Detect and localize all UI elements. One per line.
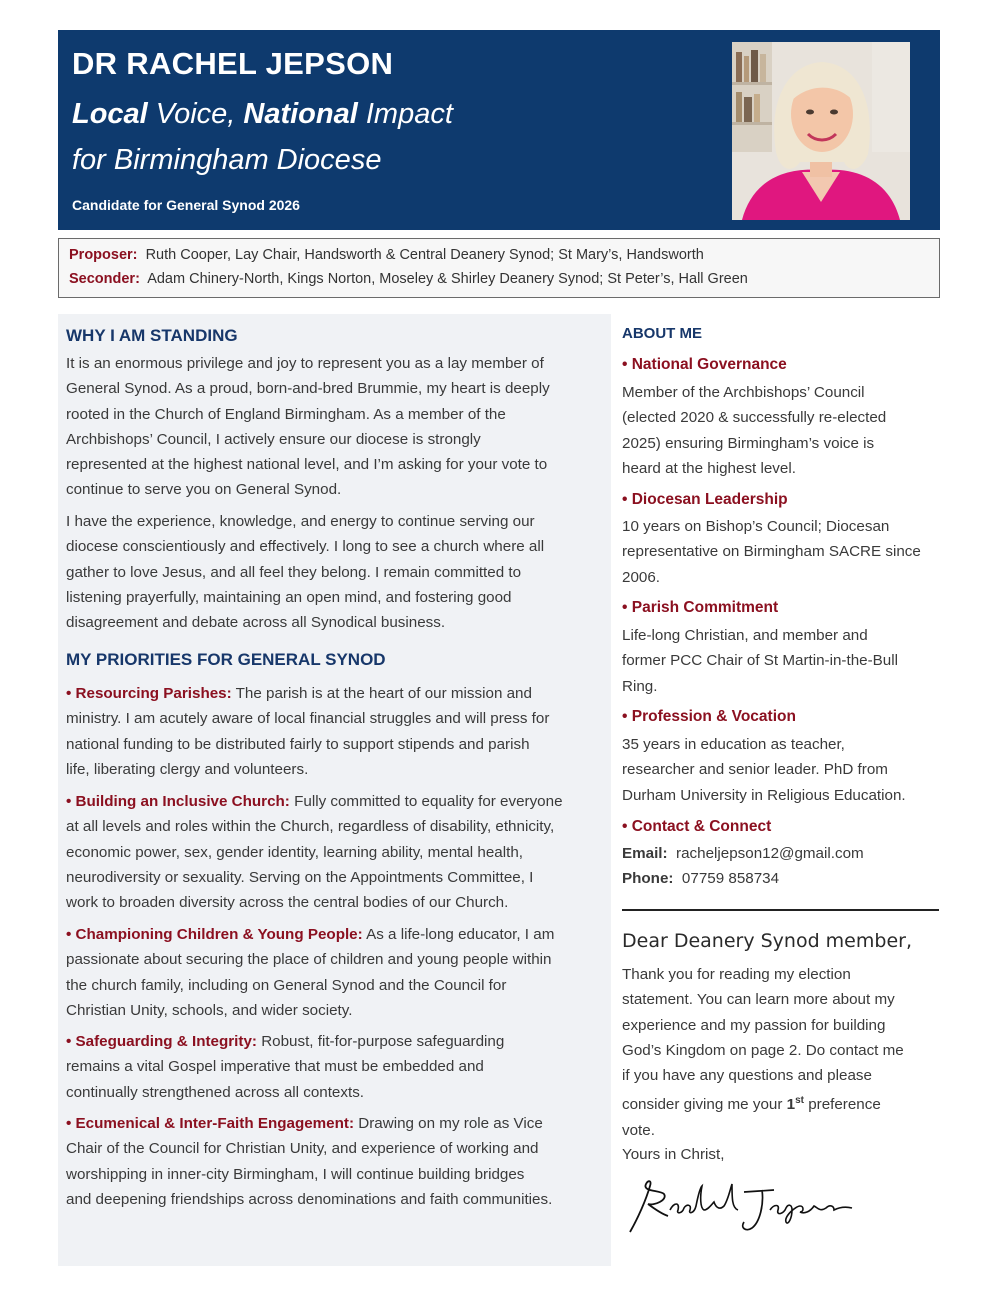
candidate-name: DR RACHEL JEPSON: [72, 46, 394, 81]
seconder-line: Seconder: Adam Chinery-North, Kings Norton, Moseley & Shirley Deanery Synod; St Peter’s, Hall Green: [69, 271, 748, 287]
about-section-title: • National Governance: [622, 356, 787, 373]
candidacy-label: Candidate for General Synod 2026: [72, 197, 300, 213]
about-section-title: • Profession & Vocation: [622, 708, 796, 725]
phone-number[interactable]: 07759 858734: [681, 870, 780, 888]
why-paragraph-2: I have the experience, knowledge, and energy to continue serving our diocese conscientiously and effectively. I long to see a church where all gather to love Jesus, and all feel they belong. I remain committed to listening prayerfully, maintaining an open mind, and fostering good disagreement and debate across all Synodical business.: [66, 513, 545, 632]
letter-greeting: Dear Deanery Synod member,: [622, 930, 912, 952]
priority-item: • Safeguarding & Integrity: Robust, fit-for-purpose safeguarding remains a vital Gospel imperative that must be embedded and continually strengthened across all contexts.: [66, 1033, 505, 1101]
about-section-title: • Diocesan Leadership: [622, 491, 788, 508]
contact-title: • Contact & Connect: [622, 818, 772, 835]
tagline-line2: for Birmingham Diocese: [72, 144, 382, 176]
why-heading: WHY I AM STANDING: [66, 326, 238, 345]
phone-line: Phone: 07759 858734: [622, 870, 780, 888]
email-line: Email: racheljepson12@gmail.com: [622, 845, 864, 862]
proposer-line: Proposer: Ruth Cooper, Lay Chair, Handsworth & Central Deanery Synod; St Mary’s, Handsworth: [69, 247, 704, 263]
divider: [622, 909, 939, 911]
about-section-text: 35 years in education as teacher, researcher and senior leader. PhD from Durham University in Religious Education.: [622, 736, 906, 804]
email-link[interactable]: racheljepson12@gmail.com: [676, 845, 864, 862]
priority-item: • Ecumenical & Inter-Faith Engagement: Drawing on my role as Vice Chair of the Council for Christian Unity, and experience of working and worshipping in inner-city Birmingham, I will continue building bridges and deepening friendships across denominations and faith communities.: [66, 1115, 553, 1208]
nominations-box: [58, 238, 940, 298]
about-heading: ABOUT ME: [622, 325, 702, 342]
tagline: Local Voice, National Impact: [72, 98, 453, 130]
about-section-text: Life-long Christian, and member and former PCC Chair of St Martin-in-the-Bull Ring.: [622, 627, 898, 695]
about-section-text: Member of the Archbishops’ Council (elected 2020 & successfully re-elected 2025) ensuring Birmingham’s voice is heard at the highest level.: [622, 384, 887, 477]
priority-item: • Championing Children & Young People: As a life-long educator, I am passionate about securing the place of children and young people within the church family, including on General Synod and the Council for Christian Unity, schools, and wider society.: [66, 926, 555, 1019]
priority-item: • Building an Inclusive Church: Fully committed to equality for everyone at all levels and roles within the Church, regardless of disability, ethnicity, economic power, sex, gender identity, learning ability, mental health, neurodiversity or sexuality. Serving on the Appointments Committee, I work to broaden diversity across the central bodies of our Church.: [66, 793, 563, 912]
why-paragraph-1: It is an enormous privilege and joy to represent you as a lay member of General Synod. As a proud, born-and-bred Brummie, my heart is deeply rooted in the Church of England Birmingham. As a member of the Archbishops’ Council, I actively ensure our diocese is strongly represented at the highest national level, and I’m asking for your vote to continue to serve you on General Synod.: [66, 355, 550, 499]
contact-details: [622, 841, 942, 892]
about-section-title: • Parish Commitment: [622, 599, 779, 616]
letter-body: Thank you for reading my election statement. You can learn more about my experience and my passion for building God’s Kingdom on page 2. Do contact me if you have any questions and please consider giving me your 1st preference vote.: [622, 966, 904, 1139]
priorities-heading: MY PRIORITIES FOR GENERAL SYNOD: [66, 650, 386, 669]
about-section-text: 10 years on Bishop’s Council; Diocesan representative on Birmingham SACRE since 2006.: [622, 518, 921, 586]
signature: [620, 1170, 860, 1250]
candidate-photo: [732, 42, 910, 220]
letter-closing: Yours in Christ,: [622, 1146, 725, 1163]
priority-item: • Resourcing Parishes: The parish is at the heart of our mission and ministry. I am acutely aware of local financial struggles and will press for national funding to be distributed fairly to support stipends and parish life, liberating clergy and volunteers.: [66, 685, 550, 778]
